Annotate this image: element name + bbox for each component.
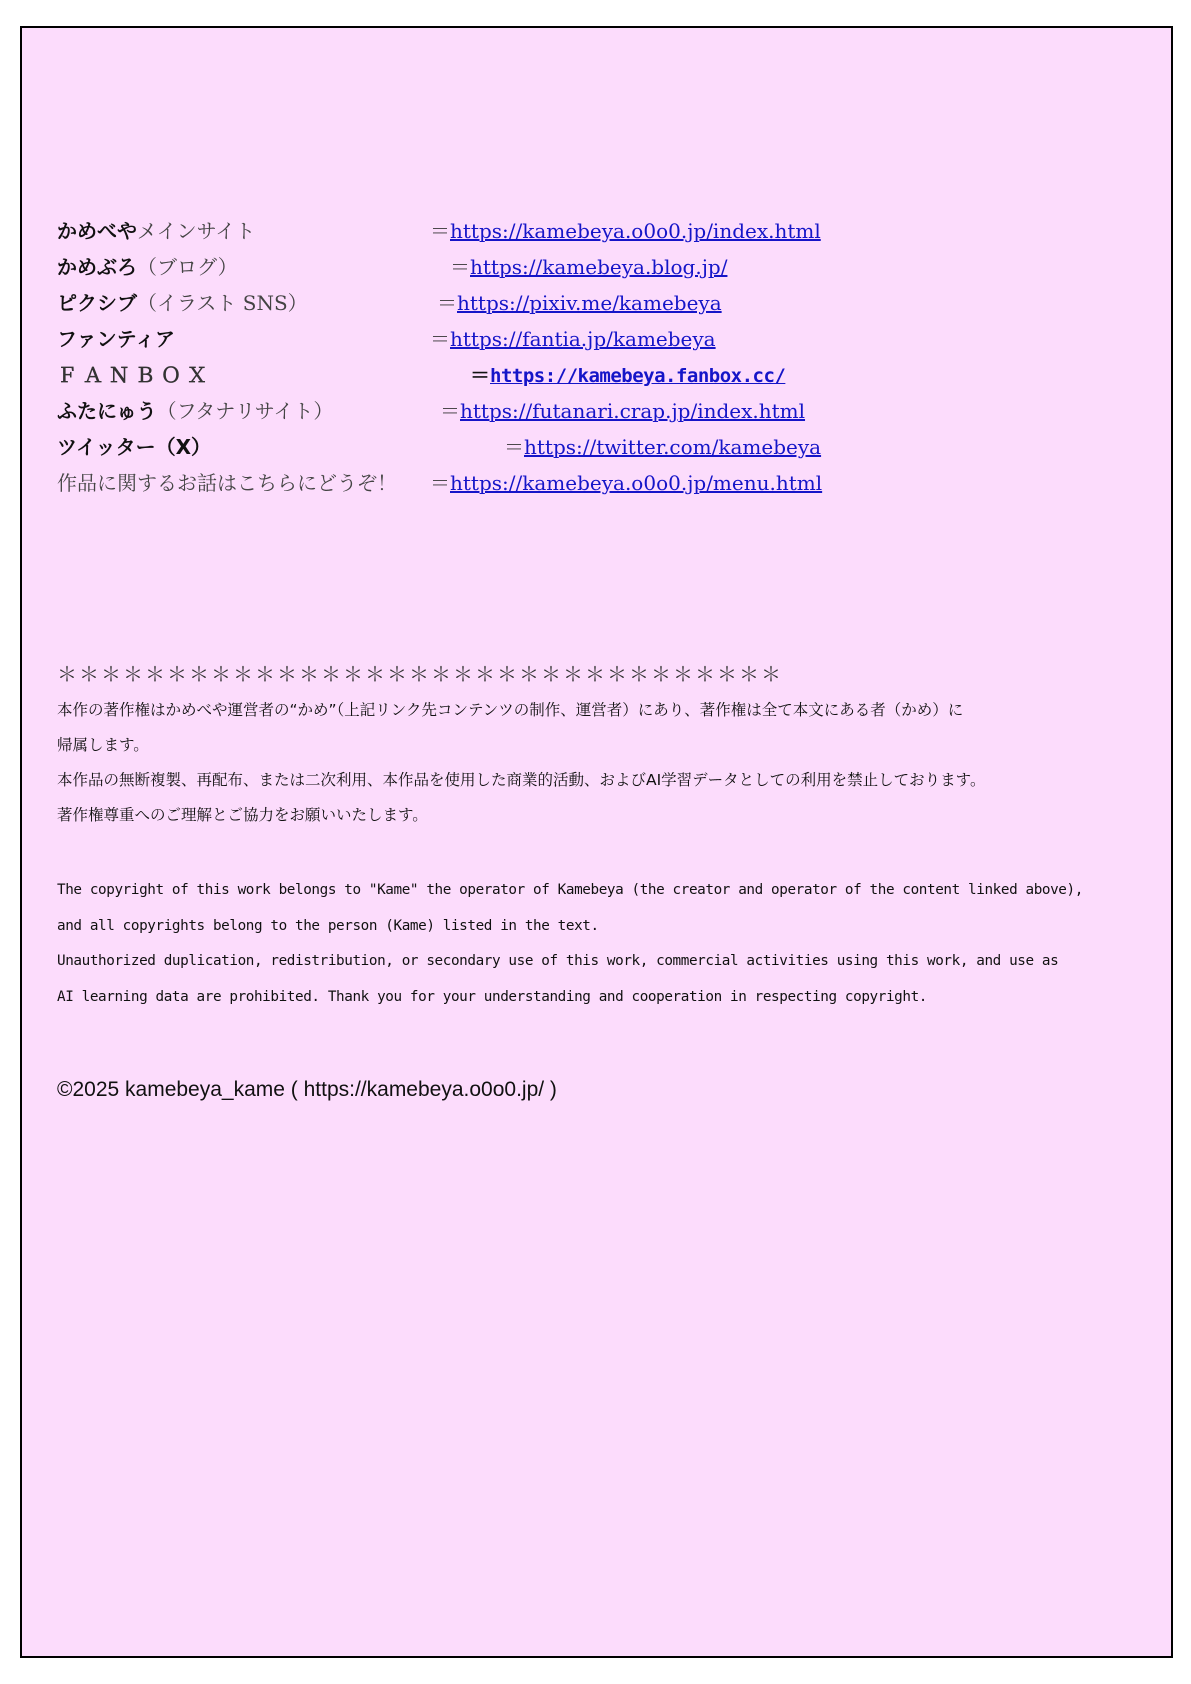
main-site-link[interactable]: https://kamebeya.o0o0.jp/index.html [450, 219, 821, 243]
english-copyright-notice [57, 873, 1147, 1015]
link-url-container: ＝https://kamebeya.fanbox.cc/ [470, 363, 786, 387]
link-label: ツイッター（X） [57, 435, 212, 459]
link-label: かめべやメインサイト [57, 219, 256, 243]
notice-line: and all copyrights belong to the person (Kame) listed in the text. [57, 917, 599, 934]
japanese-copyright-notice [57, 693, 1147, 833]
notice-line: 著作権尊重へのご理解とご協力をお願いいたします。 [57, 806, 428, 824]
link-url-container: ＝https://futanari.crap.jp/index.html [440, 399, 806, 423]
link-row-futanari [57, 393, 1057, 429]
pixiv-link[interactable]: https://pixiv.me/kamebeya [457, 291, 722, 315]
link-row-menu [57, 465, 1057, 501]
link-url-container: ＝https://twitter.com/kamebeya [504, 435, 822, 459]
notice-line: AI learning data are prohibited. Thank you for your understanding and cooperation in respecting copyright. [57, 988, 927, 1005]
link-row-fantia [57, 321, 1057, 357]
link-row-pixiv [57, 285, 1057, 321]
fanbox-link[interactable]: https://kamebeya.fanbox.cc/ [490, 365, 786, 387]
link-url-container: ＝https://fantia.jp/kamebeya [430, 327, 716, 351]
link-row-fanbox [57, 357, 1057, 393]
link-url-container: ＝https://kamebeya.o0o0.jp/menu.html [430, 471, 823, 495]
link-label: ふたにゅう（フタナリサイト） [57, 399, 334, 423]
copyright-line: ©2025 kamebeya_kame ( https://kamebeya.o0o0.jp/ ) [57, 1078, 557, 1101]
fantia-link[interactable]: https://fantia.jp/kamebeya [450, 327, 716, 351]
notice-line: 本作の著作権はかめべや運営者の“かめ”（上記リンク先コンテンツの制作、運営者）にあり、著作権は全て本文にある者（かめ）に [57, 701, 964, 719]
link-url-container: ＝https://kamebeya.o0o0.jp/index.html [430, 219, 821, 243]
notice-line: 帰属します。 [57, 736, 149, 754]
notice-line: The copyright of this work belongs to "Kame" the operator of Kamebeya (the creator and operator of the content linked above), [57, 882, 1083, 898]
notice-line: 本作品の無断複製、再配布、または二次利用、本作品を使用した商業的活動、およびAI学習データとしての利用を禁止しております。 [57, 771, 986, 789]
menu-link[interactable]: https://kamebeya.o0o0.jp/menu.html [450, 471, 823, 495]
link-label: かめぶろ（ブログ） [57, 255, 238, 279]
link-row-main-site [57, 213, 1057, 249]
star-divider: ＊＊＊＊＊＊＊＊＊＊＊＊＊＊＊＊＊＊＊＊＊＊＊＊＊＊＊＊＊＊＊＊＊ [57, 662, 783, 686]
notice-line: Unauthorized duplication, redistribution, or secondary use of this work, commercial activities using this work, and use as [57, 953, 1059, 969]
link-label: 作品に関するお話はこちらにどうぞ！ [57, 471, 397, 495]
link-row-blog [57, 249, 1057, 285]
link-list [57, 213, 1057, 501]
blog-link[interactable]: https://kamebeya.blog.jp/ [470, 255, 728, 279]
twitter-link[interactable]: https://twitter.com/kamebeya [524, 435, 822, 459]
link-label: ファンティア [57, 327, 175, 351]
link-url-container: ＝https://pixiv.me/kamebeya [437, 291, 722, 315]
link-label: ピクシブ（イラスト SNS） [57, 291, 308, 315]
document-page [20, 26, 1173, 1658]
link-label: ＦＡＮＢＯＸ [57, 363, 213, 387]
link-url-container: ＝https://kamebeya.blog.jp/ [450, 255, 728, 279]
futanari-link[interactable]: https://futanari.crap.jp/index.html [460, 399, 806, 423]
link-row-twitter [57, 429, 1057, 465]
